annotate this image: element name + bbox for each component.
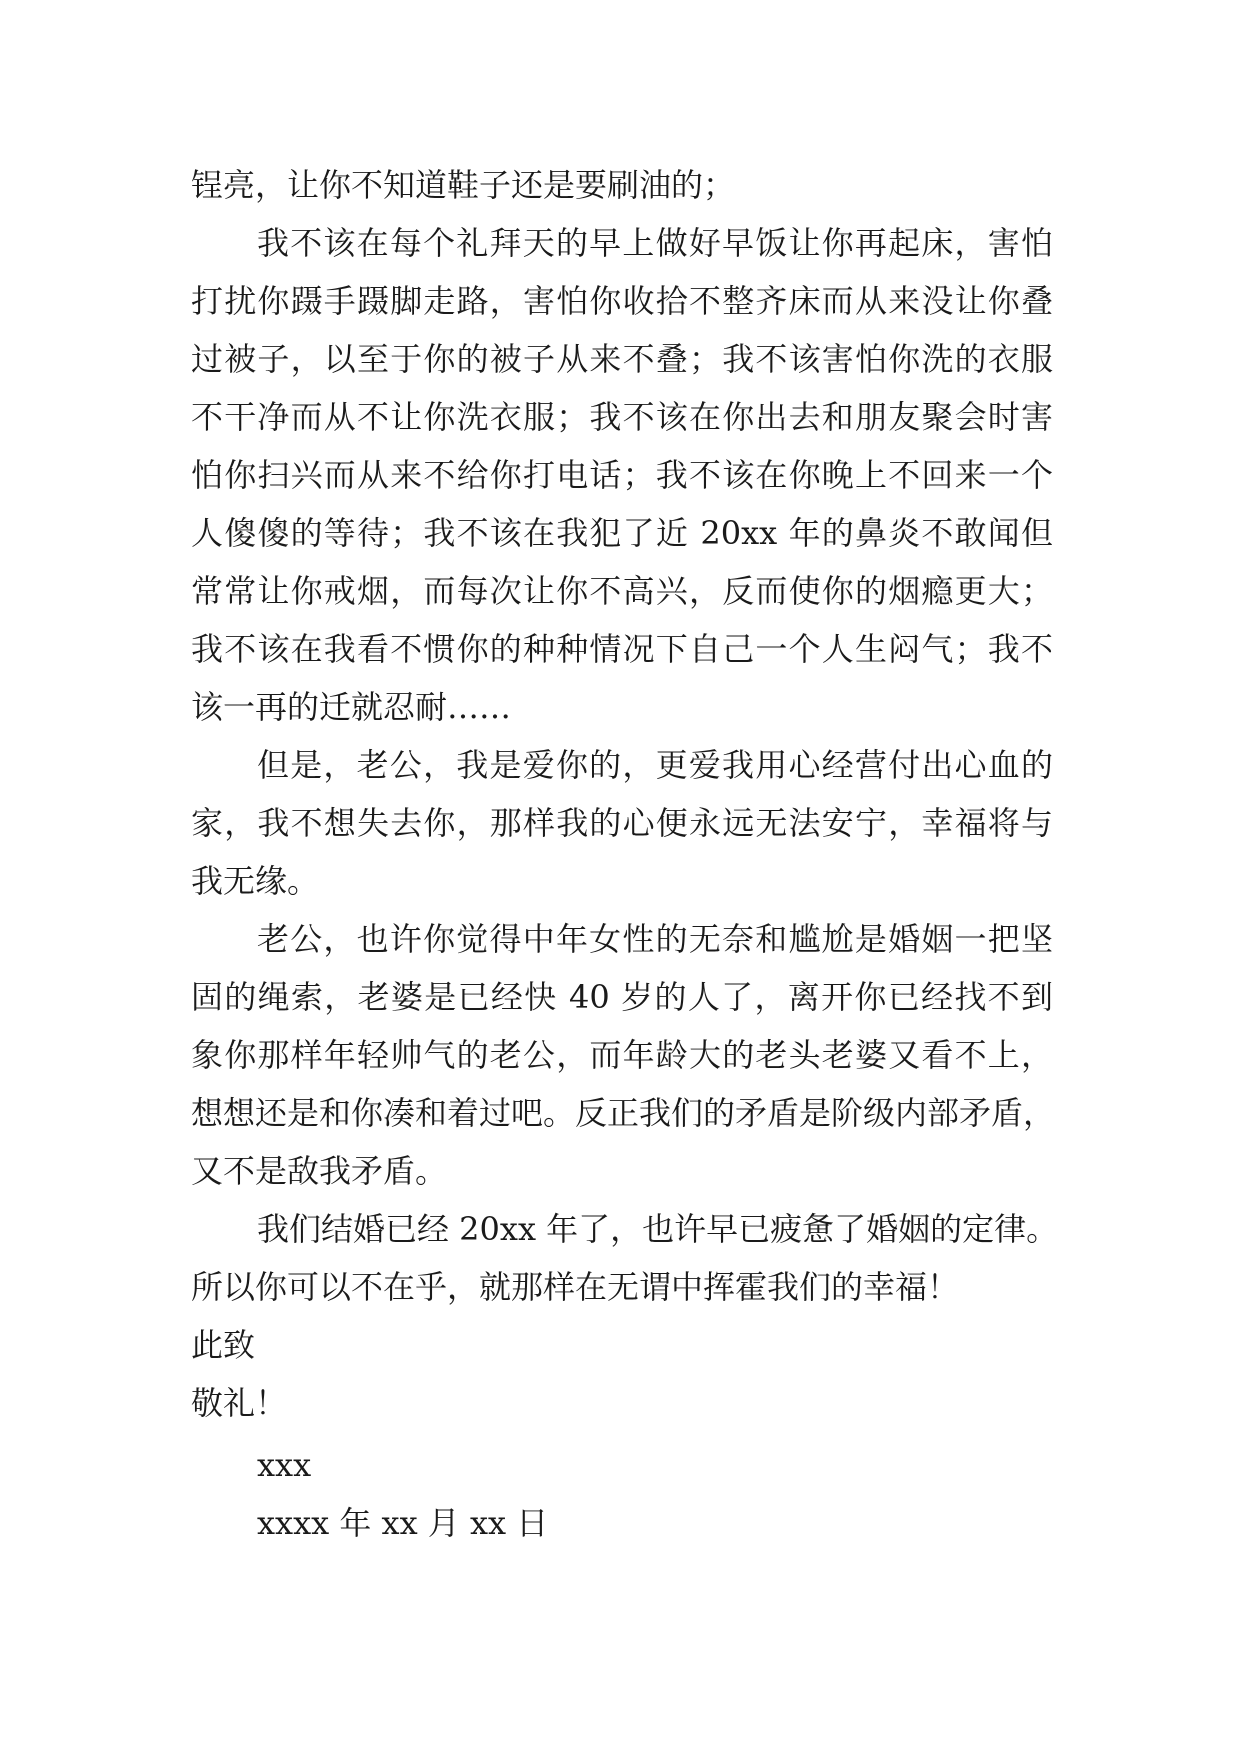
paragraph-line: 我不该在每个礼拜天的早上做好早饭让你再起床，害怕 (257, 224, 1053, 262)
paragraph-3 (191, 736, 1053, 910)
signature: xxx (257, 1446, 312, 1484)
paragraph-line: 锃亮，让你不知道鞋子还是要刷油的； (191, 166, 736, 204)
salutation-line-1: 此致 (191, 1326, 256, 1364)
paragraph-4 (191, 910, 1056, 1200)
salutation-line-2: 敬礼！ (191, 1384, 288, 1422)
paragraph-line: 过被子，以至于你的被子从来不叠；我不该害怕你洗的衣服 (191, 340, 1053, 378)
letter-body (191, 156, 1059, 1552)
paragraph-5 (191, 1200, 1059, 1316)
paragraph-line: 人傻傻的等待；我不该在我犯了近 20xx 年的鼻炎不敢闻但 (191, 514, 1053, 552)
paragraph-line: 所以你可以不在乎，就那样在无谓中挥霍我们的幸福！ (191, 1268, 960, 1306)
paragraph-2 (191, 214, 1053, 736)
paragraph-line: 老公，也许你觉得中年女性的无奈和尴尬是婚姻一把坚 (257, 920, 1053, 958)
paragraph-line: 常常让你戒烟，而每次让你不高兴，反而使你的烟瘾更大； (191, 572, 1053, 610)
paragraph-line: 想想还是和你凑和着过吧。反正我们的矛盾是阶级内部矛盾， (191, 1094, 1056, 1132)
paragraph-line: 我们结婚已经 20xx 年了，也许早已疲惫了婚姻的定律。 (257, 1210, 1059, 1248)
paragraph-line: 该一再的迁就忍耐…… (191, 688, 512, 726)
paragraph-1 (191, 156, 1053, 214)
date-line: xxxx 年 xx 月 xx 日 (257, 1504, 549, 1542)
closing (191, 1316, 1053, 1552)
paragraph-line: 又不是敌我矛盾。 (191, 1152, 448, 1190)
paragraph-line: 不干净而从不让你洗衣服；我不该在你出去和朋友聚会时害 (191, 398, 1053, 436)
paragraph-line: 家，我不想失去你，那样我的心便永远无法安宁，幸福将与 (191, 804, 1053, 842)
paragraph-line: 我无缘。 (191, 862, 320, 900)
paragraph-line: 但是，老公，我是爱你的，更爱我用心经营付出心血的 (257, 746, 1053, 784)
paragraph-line: 我不该在我看不惯你的种种情况下自己一个人生闷气；我不 (191, 630, 1053, 668)
paragraph-line: 象你那样年轻帅气的老公，而年龄大的老头老婆又看不上， (191, 1036, 1053, 1074)
paragraph-line: 打扰你蹑手蹑脚走路，害怕你收拾不整齐床而从来没让你叠 (191, 282, 1053, 320)
paragraph-line: 怕你扫兴而从来不给你打电话；我不该在你晚上不回来一个 (191, 456, 1053, 494)
paragraph-line: 固的绳索，老婆是已经快 40 岁的人了，离开你已经找不到 (191, 978, 1053, 1016)
